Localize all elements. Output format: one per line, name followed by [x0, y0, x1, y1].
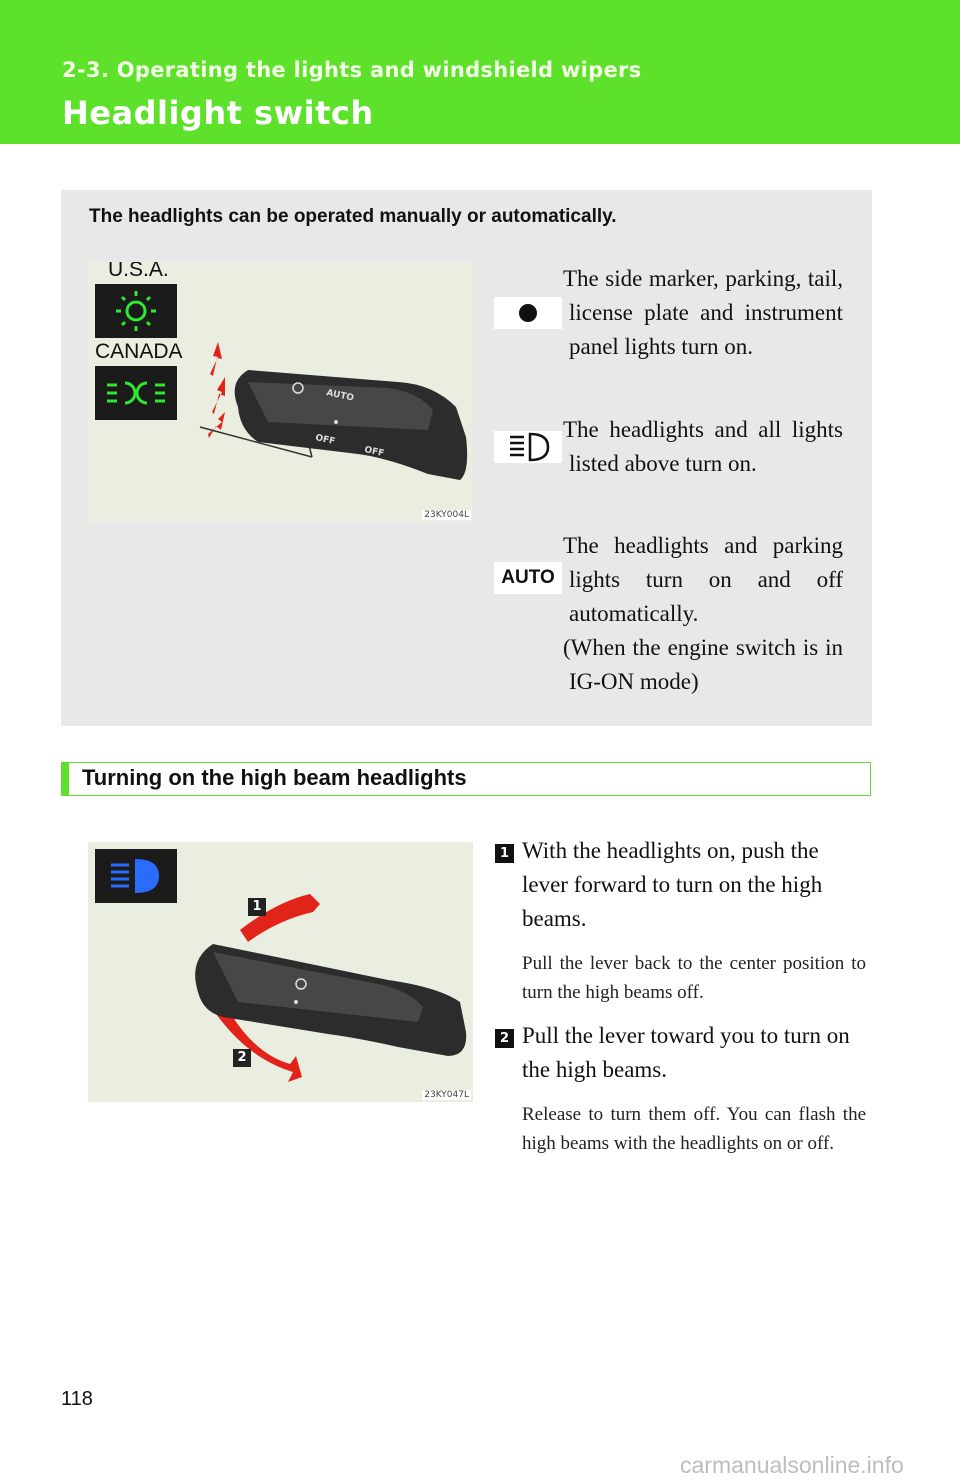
arrow-3 [210, 342, 222, 376]
position-description-3-note: (When the engine switch is in IG-ON mode) [563, 635, 843, 694]
arrow-2 [212, 377, 225, 414]
step-1-text: With the headlights on, push the lever forward to turn on the high beams. [522, 838, 823, 931]
lever-auto-label: AUTO [325, 388, 355, 404]
lever-drawing [88, 262, 473, 522]
position-description-3: The headlights and parking lights turn on and off automatically. [563, 533, 843, 626]
chapter-header [0, 0, 960, 144]
watermark: carmanualsonline.info [680, 1452, 904, 1478]
photo-code-2: 23KY047L [424, 1090, 469, 1100]
arrow-1 [208, 412, 225, 438]
headlight-switch-photo [88, 262, 473, 522]
canada-label: CANADA [95, 340, 183, 363]
figure-marker-2: 2 [233, 1049, 251, 1067]
page-number: 118 [61, 1388, 93, 1410]
position-icon-headlight [494, 431, 562, 463]
lever-drawing-2 [88, 842, 473, 1102]
section-label: 2-3. Operating the lights and windshield wipers [62, 58, 642, 82]
position-description-1: The side marker, parking, tail, license plate and instrument panel lights turn on. [563, 266, 843, 359]
auto-icon: AUTO [501, 567, 555, 588]
figure-marker-1: 1 [248, 898, 266, 916]
position-icon-dot [494, 297, 562, 329]
usa-label: U.S.A. [108, 262, 169, 281]
lever-off-label: OFF [314, 433, 336, 448]
lever-off-label-2: OFF [363, 445, 385, 460]
position-description-2: The headlights and all lights listed above turn on. [563, 417, 843, 476]
step-marker-2: 2 [495, 1029, 514, 1048]
position-icon-auto [494, 562, 562, 594]
page-title: Headlight switch [62, 94, 374, 132]
dot-icon [519, 304, 537, 322]
photo-code: 23KY004L [424, 510, 469, 520]
step-2-note: Release to turn them off. You can flash the high beams with the headlights on or off. [522, 1104, 866, 1154]
subsection-title: Turning on the high beam headlights [82, 765, 467, 790]
step-marker-1: 1 [495, 844, 514, 863]
headlight-icon [498, 431, 558, 463]
step-2-text: Pull the lever toward you to turn on the high beams. [522, 1023, 850, 1082]
step-1-note: Pull the lever back to the center position to turn the high beams off. [522, 953, 866, 1003]
high-beam-photo [88, 842, 473, 1102]
intro-text: The headlights can be operated manually or automatically. [89, 206, 617, 227]
